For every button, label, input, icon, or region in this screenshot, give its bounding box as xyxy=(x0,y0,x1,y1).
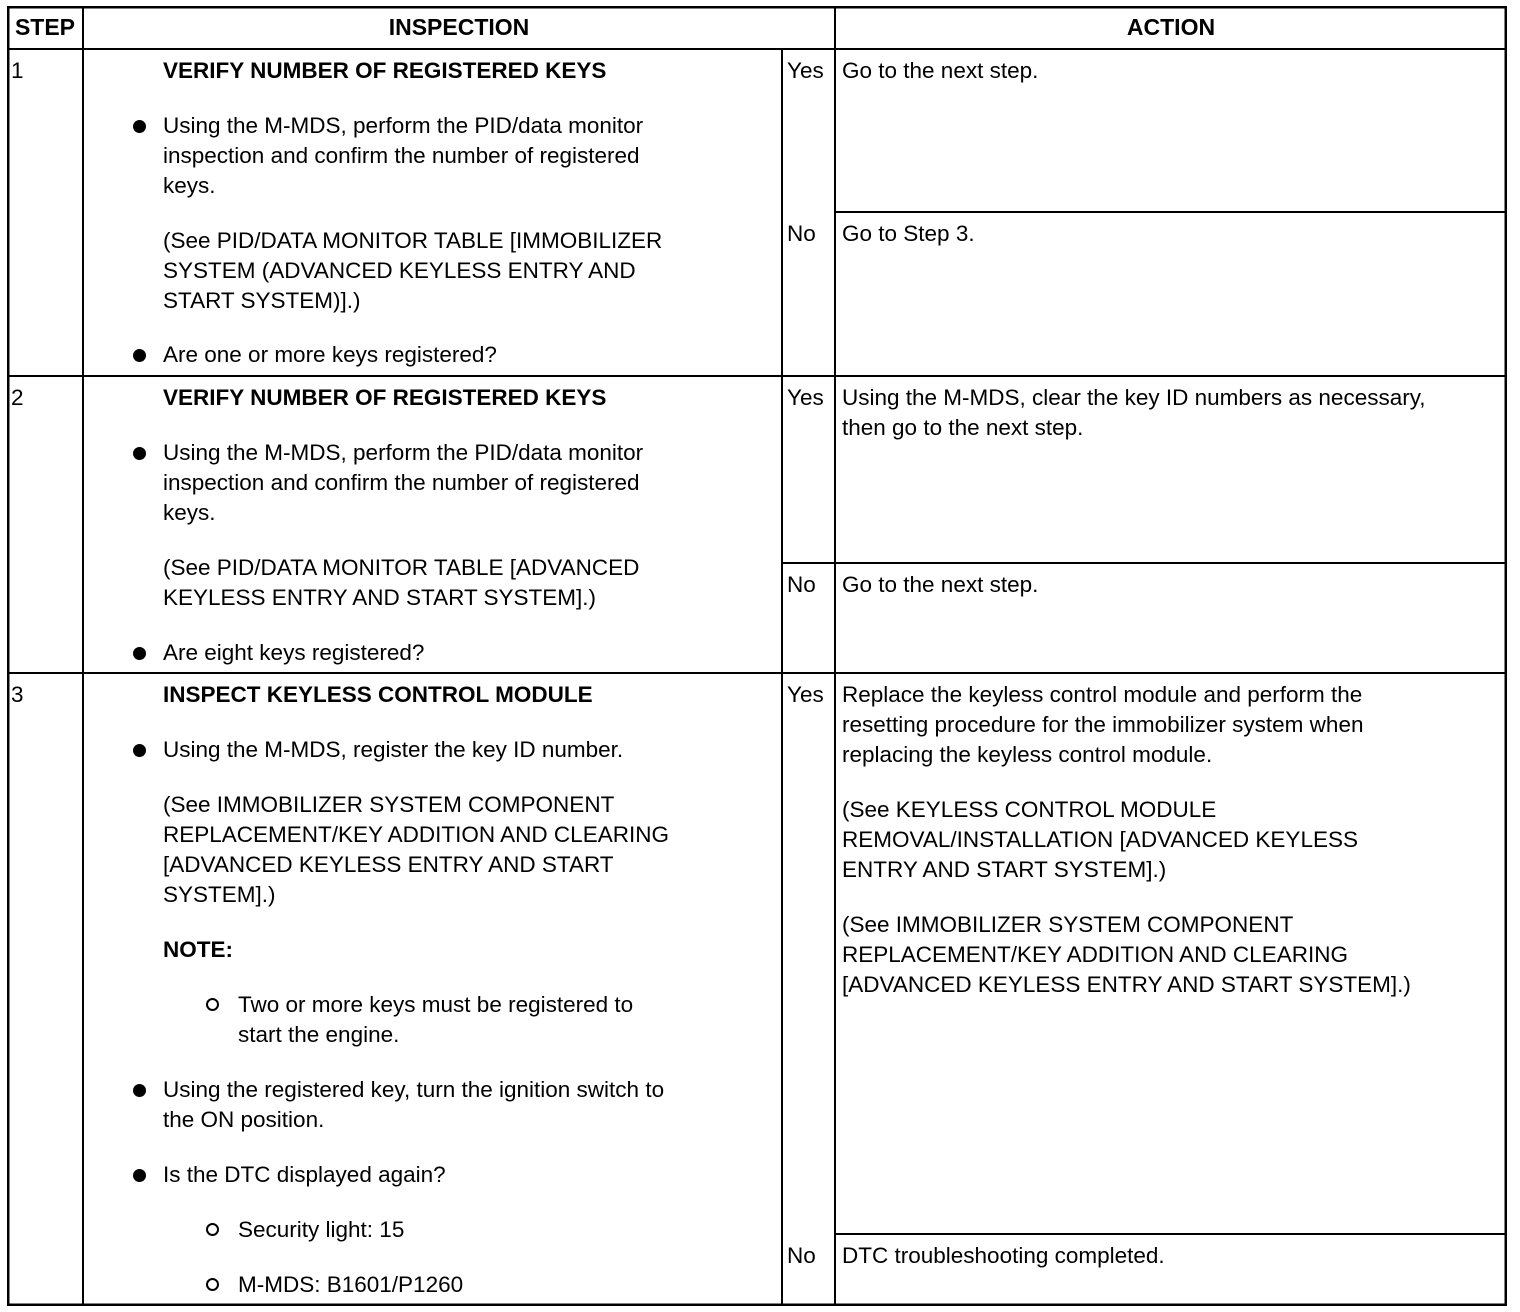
bullet-icon xyxy=(133,120,146,133)
question: Are eight keys registered? xyxy=(163,640,425,665)
inspection-line: the ON position. xyxy=(163,1107,325,1132)
reference-line: REPLACEMENT/KEY ADDITION AND CLEARING xyxy=(163,822,669,847)
header-action: ACTION xyxy=(1126,14,1216,40)
step-number: 2 xyxy=(11,385,24,410)
circle-bullet-icon xyxy=(206,1223,219,1236)
yes-label: Yes xyxy=(787,385,824,410)
bullet-icon xyxy=(133,744,146,757)
circle-bullet-icon xyxy=(206,998,219,1011)
note-label: NOTE: xyxy=(163,937,233,962)
inspection-line: keys. xyxy=(163,173,216,198)
no-label: No xyxy=(787,1243,816,1268)
question: Are one or more keys registered? xyxy=(163,342,497,367)
sub-item: M-MDS: B1601/P1260 xyxy=(238,1272,464,1297)
yes-reference: (See KEYLESS CONTROL MODULE xyxy=(842,797,1217,822)
step-number: 1 xyxy=(11,58,24,83)
yes-action: Go to the next step. xyxy=(842,58,1039,83)
no-label: No xyxy=(787,221,816,246)
yes-action: replacing the keyless control module. xyxy=(842,742,1213,767)
reference-line: (See PID/DATA MONITOR TABLE [ADVANCED xyxy=(163,555,640,580)
bullet-icon xyxy=(133,647,146,660)
reference-line: (See IMMOBILIZER SYSTEM COMPONENT xyxy=(163,792,615,817)
inspection-line: keys. xyxy=(163,500,216,525)
bullet-icon xyxy=(133,349,146,362)
yes-label: Yes xyxy=(787,682,824,707)
no-action: Go to Step 3. xyxy=(842,221,975,246)
reference-line: KEYLESS ENTRY AND START SYSTEM].) xyxy=(163,585,597,610)
inspection-line: Using the M-MDS, perform the PID/data monitor xyxy=(163,113,644,138)
inspection-line: inspection and confirm the number of registered xyxy=(163,470,640,495)
bullet-icon xyxy=(133,1084,146,1097)
yes-action: resetting procedure for the immobilizer system when xyxy=(842,712,1364,737)
bullet-icon xyxy=(133,1169,146,1182)
step-number: 3 xyxy=(11,682,24,707)
inspection-line: inspection and confirm the number of registered xyxy=(163,143,640,168)
header-step: STEP xyxy=(14,14,76,40)
step-title: VERIFY NUMBER OF REGISTERED KEYS xyxy=(163,58,607,83)
note-line: start the engine. xyxy=(238,1022,400,1047)
inspection-line: Using the registered key, turn the ignition switch to xyxy=(163,1077,665,1102)
header-inspection: INSPECTION xyxy=(388,14,530,40)
yes-reference: REPLACEMENT/KEY ADDITION AND CLEARING xyxy=(842,942,1348,967)
question: Is the DTC displayed again? xyxy=(163,1162,446,1187)
no-label: No xyxy=(787,572,816,597)
yes-action: then go to the next step. xyxy=(842,415,1084,440)
yes-reference: (See IMMOBILIZER SYSTEM COMPONENT xyxy=(842,912,1294,937)
yes-reference: REMOVAL/INSTALLATION [ADVANCED KEYLESS xyxy=(842,827,1358,852)
reference-line: START SYSTEM)].) xyxy=(163,288,361,313)
yes-action: Using the M-MDS, clear the key ID numbers as necessary, xyxy=(842,385,1426,410)
reference-line: (See PID/DATA MONITOR TABLE [IMMOBILIZER xyxy=(163,228,663,253)
reference-line: SYSTEM].) xyxy=(163,882,276,907)
troubleshooting-table xyxy=(7,6,1507,1306)
yes-action: Replace the keyless control module and perform the xyxy=(842,682,1363,707)
no-action: Go to the next step. xyxy=(842,572,1039,597)
inspection-line: Using the M-MDS, perform the PID/data monitor xyxy=(163,440,644,465)
yes-label: Yes xyxy=(787,58,824,83)
sub-item: Security light: 15 xyxy=(238,1217,405,1242)
circle-bullet-icon xyxy=(206,1278,219,1291)
reference-line: [ADVANCED KEYLESS ENTRY AND START xyxy=(163,852,614,877)
step-title: VERIFY NUMBER OF REGISTERED KEYS xyxy=(163,385,607,410)
yes-reference: ENTRY AND START SYSTEM].) xyxy=(842,857,1167,882)
bullet-icon xyxy=(133,447,146,460)
no-action: DTC troubleshooting completed. xyxy=(842,1243,1165,1268)
step-title: INSPECT KEYLESS CONTROL MODULE xyxy=(163,682,593,707)
inspection-line: Using the M-MDS, register the key ID number. xyxy=(163,737,624,762)
note-line: Two or more keys must be registered to xyxy=(238,992,634,1017)
yes-reference: [ADVANCED KEYLESS ENTRY AND START SYSTEM].) xyxy=(842,972,1411,997)
reference-line: SYSTEM (ADVANCED KEYLESS ENTRY AND xyxy=(163,258,636,283)
